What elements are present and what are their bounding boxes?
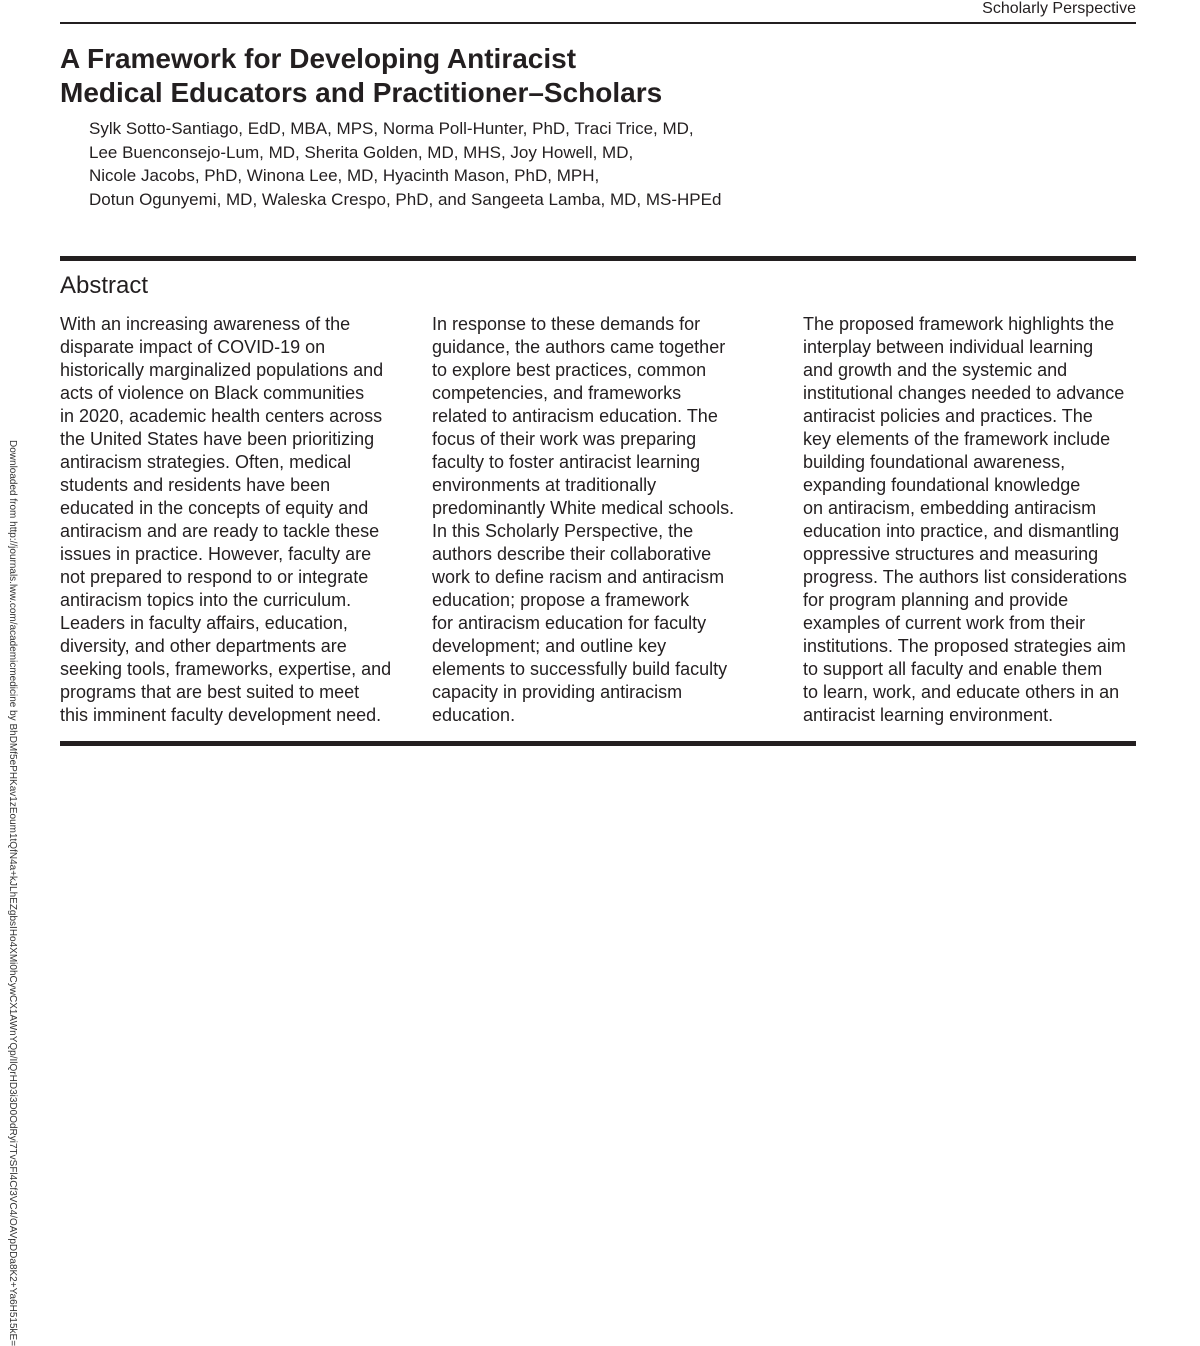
abstract-line: diversity, and other departments are <box>60 636 347 656</box>
abstract-line: to support all faculty and enable them <box>803 659 1103 679</box>
download-watermark <box>2 440 22 1346</box>
abstract-line: guidance, the authors came together <box>432 337 726 357</box>
abstract-line: education. <box>432 705 516 725</box>
abstract-line: on antiracism, embedding antiracism <box>803 498 1097 518</box>
abstract-line: to learn, work, and educate others in an <box>803 682 1120 702</box>
abstract-line: and growth and the systemic and <box>803 360 1068 380</box>
abstract-line: antiracist policies and practices. The <box>803 406 1093 426</box>
abstract-line: elements to successfully build faculty <box>432 659 728 679</box>
abstract-line: faculty to foster antiracist learning <box>432 452 701 472</box>
abstract-line: education into practice, and dismantling <box>803 521 1120 541</box>
abstract-line: this imminent faculty development need. <box>60 705 382 725</box>
abstract-line: In response to these demands for <box>432 314 701 334</box>
abstract-column-1 <box>60 313 391 727</box>
section-label: Scholarly Perspective <box>982 0 1136 17</box>
abstract-line: educated in the concepts of equity and <box>60 498 369 518</box>
download-watermark-text: Downloaded from http://journals.lww.com/academicmedicine by BhDMf5ePHKav1zEoum1tQfN4a+kJLhEZgbsIHo4XMi0hCywCX1AWnYQp/IlQrHD3i3D0OdRyi7TvSFl4Cf3VC4/OAVpDDa8K2+Ya6H515kE= <box>7 440 18 1346</box>
author-line: Dotun Ogunyemi, MD, Waleska Crespo, PhD, and Sangeeta Lamba, MD, MS-HPEd <box>89 189 722 209</box>
abstract-line: students and residents have been <box>60 475 331 495</box>
abstract-column-2 <box>432 313 734 727</box>
abstract-line: oppressive structures and measuring <box>803 544 1099 564</box>
abstract-line: environments at traditionally <box>432 475 657 495</box>
abstract-rule-top <box>60 256 1136 261</box>
title-line: Medical Educators and Practitioner–Scholars <box>60 77 663 108</box>
abstract-line: interplay between individual learning <box>803 337 1094 357</box>
abstract-line: education; propose a framework <box>432 590 690 610</box>
abstract-column-3 <box>803 313 1127 727</box>
abstract-line: disparate impact of COVID-19 on <box>60 337 326 357</box>
abstract-line: authors describe their collaborative <box>432 544 712 564</box>
abstract-line: programs that are best suited to meet <box>60 682 360 702</box>
abstract-heading: Abstract <box>60 272 149 299</box>
abstract-line: Leaders in faculty affairs, education, <box>60 613 348 633</box>
abstract-line: for antiracism education for faculty <box>432 613 707 633</box>
author-list <box>89 117 989 211</box>
abstract-line: for program planning and provide <box>803 590 1069 610</box>
abstract-line: to explore best practices, common <box>432 360 707 380</box>
abstract-line: in 2020, academic health centers across <box>60 406 383 426</box>
abstract-line: focus of their work was preparing <box>432 429 697 449</box>
abstract-line: antiracism strategies. Often, medical <box>60 452 352 472</box>
abstract-line: In this Scholarly Perspective, the <box>432 521 694 541</box>
abstract-line: antiracist learning environment. <box>803 705 1054 725</box>
abstract-line: competencies, and frameworks <box>432 383 682 403</box>
abstract-line: building foundational awareness, <box>803 452 1066 472</box>
header-rule <box>60 22 1136 24</box>
abstract-line: acts of violence on Black communities <box>60 383 365 403</box>
abstract-line: key elements of the framework include <box>803 429 1111 449</box>
abstract-rule-bottom <box>60 741 1136 746</box>
abstract-line: historically marginalized populations and <box>60 360 384 380</box>
abstract-line: seeking tools, frameworks, expertise, and <box>60 659 392 679</box>
abstract-line: The proposed framework highlights the <box>803 314 1115 334</box>
abstract-line: predominantly White medical schools. <box>432 498 735 518</box>
abstract-line: the United States have been prioritizing <box>60 429 375 449</box>
abstract-line: institutions. The proposed strategies aim <box>803 636 1126 656</box>
abstract-line: capacity in providing antiracism <box>432 682 683 702</box>
abstract-line: examples of current work from their <box>803 613 1086 633</box>
abstract-line: development; and outline key <box>432 636 667 656</box>
abstract-line: issues in practice. However, faculty are <box>60 544 372 564</box>
abstract-line: not prepared to respond to or integrate <box>60 567 369 587</box>
abstract-line: related to antiracism education. The <box>432 406 718 426</box>
author-line: Sylk Sotto-Santiago, EdD, MBA, MPS, Norma Poll-Hunter, PhD, Traci Trice, MD, <box>89 119 694 138</box>
abstract-line: institutional changes needed to advance <box>803 383 1125 403</box>
abstract-line: expanding foundational knowledge <box>803 475 1081 495</box>
abstract-line: With an increasing awareness of the <box>60 314 351 334</box>
author-line: Lee Buenconsejo-Lum, MD, Sherita Golden, MD, MHS, Joy Howell, MD, <box>89 142 634 162</box>
article-title <box>60 42 1060 110</box>
abstract-line: antiracism topics into the curriculum. <box>60 590 352 610</box>
abstract-line: progress. The authors list considerations <box>803 567 1127 587</box>
abstract-line: work to define racism and antiracism <box>432 567 725 587</box>
title-line: A Framework for Developing Antiracist <box>60 43 577 74</box>
author-line: Nicole Jacobs, PhD, Winona Lee, MD, Hyacinth Mason, PhD, MPH, <box>89 166 600 185</box>
abstract-line: antiracism and are ready to tackle these <box>60 521 380 541</box>
